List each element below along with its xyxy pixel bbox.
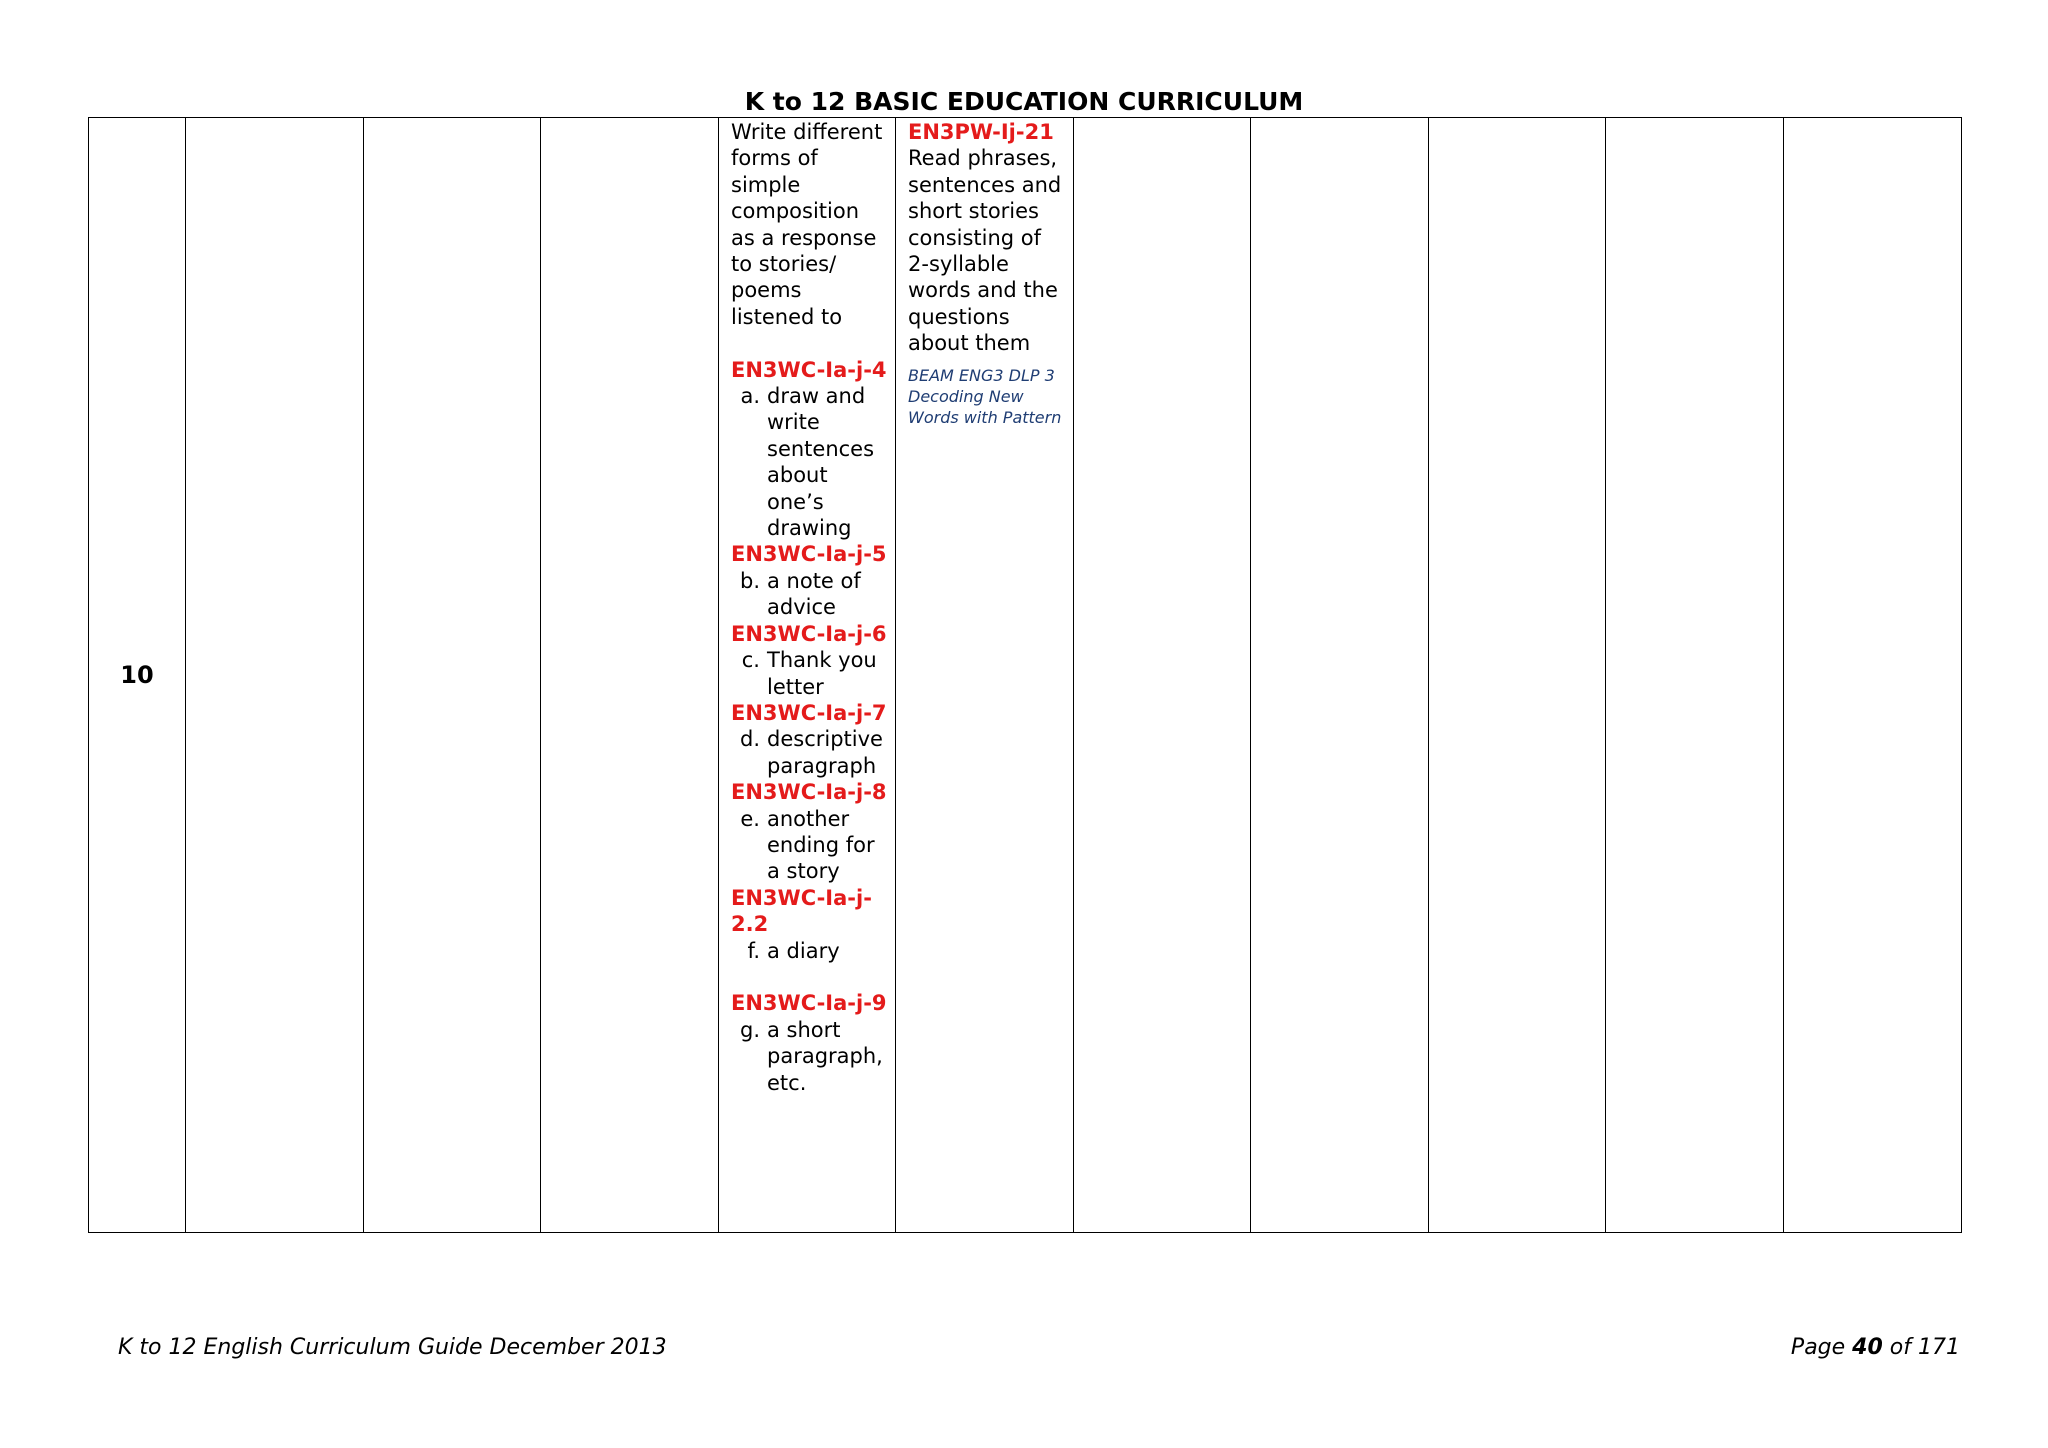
list-item (731, 806, 889, 885)
empty-cell (1784, 118, 1962, 1233)
competency-code: EN3WC-Ia-j-7 (731, 700, 887, 725)
competency-code: EN3WC-Ia-j-2.2 (731, 885, 872, 937)
empty-cell (1429, 118, 1606, 1233)
list-item (731, 726, 889, 779)
page-number-footer (1791, 1335, 1960, 1360)
page-total: of 171 (1889, 1335, 1960, 1360)
page-label: Page (1790, 1335, 1846, 1360)
competency-code: EN3WC-Ia-j-6 (731, 621, 887, 646)
list-item (731, 647, 889, 700)
list-item-text: a short paragraph, etc. (767, 1017, 883, 1095)
list-item-text: a diary (767, 938, 840, 963)
list-item-letter: d. (739, 727, 760, 752)
competency-code: EN3WC-Ia-j-5 (731, 542, 887, 567)
curriculum-table (88, 117, 1962, 1233)
resource-reference: BEAM ENG3 DLP 3 Decoding New Words with Pattern (908, 365, 1062, 427)
empty-cell (186, 118, 364, 1233)
list-item (731, 383, 889, 541)
list-item-text: a note of advice (767, 568, 861, 620)
list-item-letter: b. (739, 568, 760, 593)
competency-code: EN3WC-Ia-j-8 (731, 780, 887, 805)
list-item-letter: a. (740, 384, 760, 409)
competency-code: EN3WC-Ia-j-4 (731, 357, 887, 382)
page-title: K to 12 BASIC EDUCATION CURRICULUM (744, 87, 1304, 116)
week-number: 10 (89, 118, 186, 1233)
page-number: 40 (1852, 1335, 1883, 1360)
list-item-letter: g. (739, 1017, 760, 1042)
competency-cell (719, 118, 896, 1233)
empty-cell (1251, 118, 1429, 1233)
empty-cell (1606, 118, 1784, 1233)
list-item-text: descriptive paragraph (767, 727, 883, 778)
list-item-text: another ending for a story (767, 806, 875, 884)
empty-cell (364, 118, 541, 1233)
list-item (731, 1017, 889, 1096)
empty-cell (1074, 118, 1251, 1233)
empty-cell (541, 118, 719, 1233)
list-item-letter: c. (741, 648, 760, 673)
phonics-text: Read phrases, sentences and short stories consisting of 2-syllable words and the questions about them (908, 146, 1062, 356)
table-row (89, 118, 1962, 1233)
competency-code: EN3WC-Ia-j-9 (731, 991, 887, 1016)
list-item (731, 568, 889, 621)
competency-intro: Write different forms of simple composition as a response to stories/ poems listened to (731, 120, 883, 329)
list-item-letter: e. (740, 806, 760, 831)
list-item-text: draw and write sentences about one’s drawing (767, 384, 875, 541)
phonics-cell (896, 118, 1074, 1233)
phonics-code: EN3PW-Ij-21 (908, 120, 1054, 144)
list-item-letter: f. (747, 938, 760, 963)
footer-guide-title: K to 12 English Curriculum Guide December 2013 (118, 1335, 667, 1360)
list-item (731, 938, 889, 964)
list-item-text: Thank you letter (767, 648, 877, 699)
